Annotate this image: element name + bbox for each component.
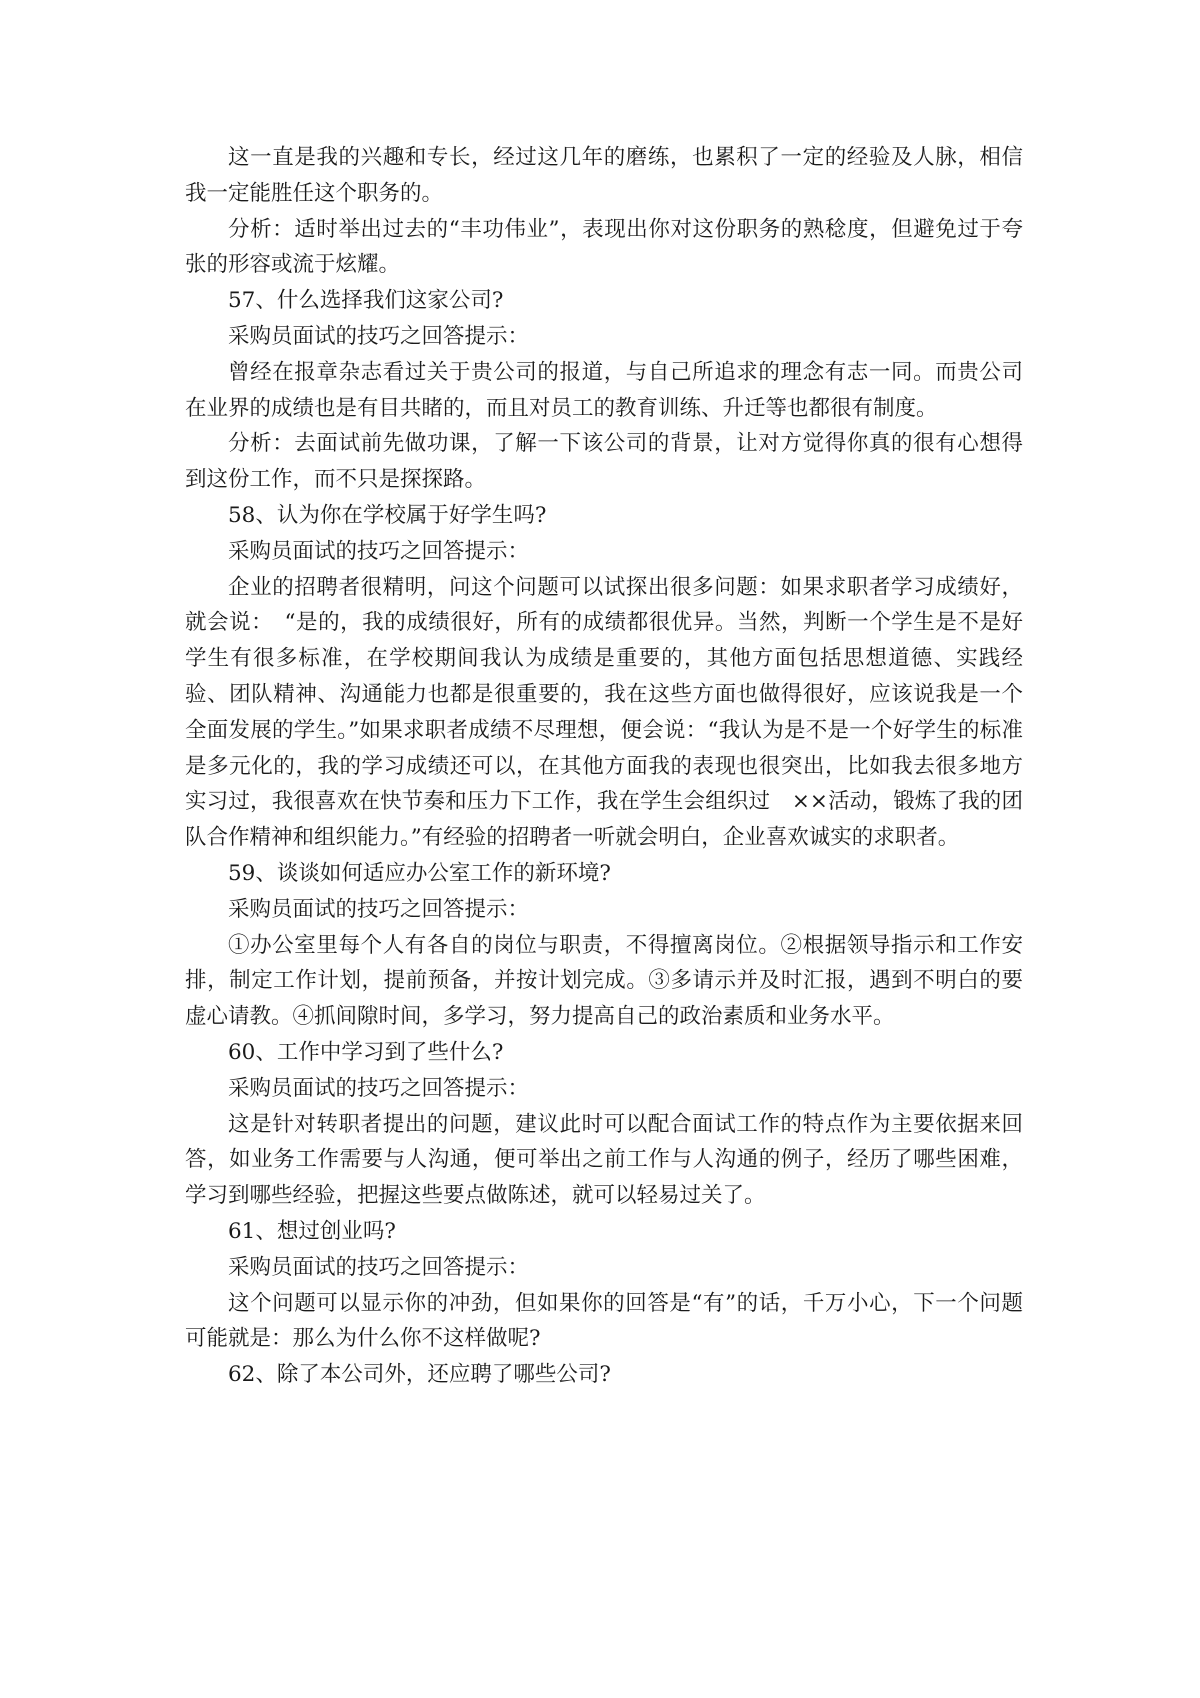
paragraph-5: 曾经在报章杂志看过关于贵公司的报道，与自己所追求的理念有志一同。而贵公司在业界的成绩也是有目共睹的，而且对员工的教育训练、升迁等也都很有制度。 — [185, 359, 1023, 421]
paragraph-2: 分析：适时举出过去的“丰功伟业”，表现出你对这份职务的熟稔度，但避免过于夸张的形容或流于炫耀。 — [185, 216, 1023, 278]
paragraph-6: 分析：去面试前先做功课，了解一下该公司的背景，让对方觉得你真的很有心想得到这份工作，而不只是探探路。 — [185, 431, 1023, 493]
question-58: 58、认为你在学校属于好学生吗? — [228, 502, 547, 528]
question-60: 60、工作中学习到了些什么? — [228, 1039, 504, 1065]
question-62: 62、除了本公司外，还应聘了哪些公司? — [228, 1362, 611, 1388]
question-61: 61、想过创业吗? — [228, 1218, 396, 1244]
answer-hint-heading: 采购员面试的技巧之回答提示： — [228, 1075, 530, 1101]
paragraph-18: 这个问题可以显示你的冲劲，但如果你的回答是“有”的话，千万小心，下一个问题可能就是：那么为什么你不这样做呢? — [185, 1290, 1023, 1352]
paragraph-12: ①办公室里每个人有各自的岗位与职责，不得擅离岗位。②根据领导指示和工作安排，制定工作计划，提前预备，并按计划完成。③多请示并及时汇报，遇到不明白的要虚心请教。④抓间隙时间，多学习，努力提高自己的政治素质和业务水平。 — [185, 932, 1023, 1030]
answer-hint-heading: 采购员面试的技巧之回答提示： — [228, 323, 530, 349]
paragraph-15: 这是针对转职者提出的问题，建议此时可以配合面试工作的特点作为主要依据来回答，如业务工作需要与人沟通，便可举出之前工作与人沟通的例子，经历了哪些困难，学习到哪些经验，把握这些要点做陈述，就可以轻易过关了。 — [185, 1111, 1023, 1209]
answer-hint-heading: 采购员面试的技巧之回答提示： — [228, 896, 530, 922]
answer-hint-heading: 采购员面试的技巧之回答提示： — [228, 538, 530, 564]
document-page — [185, 140, 1023, 1393]
paragraph-1: 这一直是我的兴趣和专长，经过这几年的磨练，也累积了一定的经验及人脉，相信我一定能胜任这个职务的。 — [185, 145, 1023, 206]
question-59: 59、谈谈如何适应办公室工作的新环境? — [228, 860, 611, 886]
paragraph-9: 企业的招聘者很精明，问这个问题可以试探出很多问题：如果求职者学习成绩好，就会说： “是的，我的成绩很好，所有的成绩都很优异。当然，判断一个学生是不是好学生有很多标准，在学校期间我认为成绩是重要的，其他方面包括思想道德、实践经验、团队精神、沟通能力也都是很重要的，我在这些方面也做得很好，应该说我是一个全面发展的学生。”如果求职者成绩不尽理想，便会说：“我认为是不是一个好学生的标准是多元化的，我的学习成绩还可以，在其他方面我的表现也很突出，比如我去很多地方实习过，我很喜欢在快节奏和压力下工作，我在学生会组织过 ××活动，锻炼了我的团队合作精神和组织能力。”有经验的招聘者一听就会明白，企业喜欢诚实的求职者。 — [185, 574, 1023, 851]
answer-hint-heading: 采购员面试的技巧之回答提示： — [228, 1254, 530, 1280]
question-57: 57、什么选择我们这家公司? — [228, 288, 504, 314]
